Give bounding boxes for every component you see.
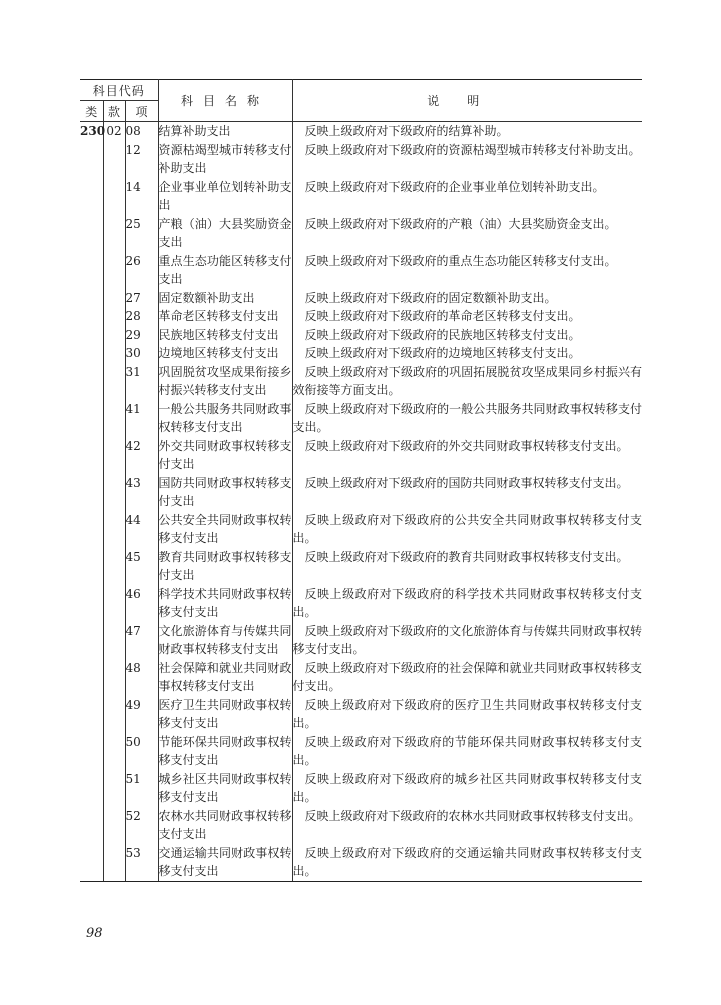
cell-description: 反映上级政府对下级政府的农林水共同财政事权转移支付支出。 bbox=[304, 808, 641, 823]
cell-kuan bbox=[103, 770, 125, 807]
cell-kuan bbox=[103, 659, 125, 696]
table-row bbox=[80, 733, 642, 770]
budget-subject-table bbox=[80, 79, 642, 882]
table-row bbox=[80, 770, 642, 807]
cell-subject-name: 革命老区转移支付支出 bbox=[158, 307, 292, 326]
cell-description: 反映上级政府对下级政府的文化旅游体育与传媒共同财政事权转移支付支出。 bbox=[292, 623, 643, 656]
cell-lei bbox=[80, 344, 103, 363]
cell-kuan bbox=[103, 141, 125, 178]
cell-description: 反映上级政府对下级政府的外交共同财政事权转移支付支出。 bbox=[304, 438, 629, 453]
cell-lei bbox=[80, 363, 103, 400]
cell-subject-name: 文化旅游体育与传媒共同财政事权转移支付支出 bbox=[158, 622, 292, 659]
table-row bbox=[80, 622, 642, 659]
cell-xiang: 14 bbox=[125, 178, 158, 215]
cell-description: 反映上级政府对下级政府的一般公共服务共同财政事权转移支付支出。 bbox=[292, 401, 643, 434]
table-row bbox=[80, 252, 642, 289]
cell-xiang: 31 bbox=[125, 363, 158, 400]
cell-xiang: 49 bbox=[125, 696, 158, 733]
cell-description: 反映上级政府对下级政府的教育共同财政事权转移支付支出。 bbox=[304, 549, 629, 564]
cell-kuan bbox=[103, 344, 125, 363]
table-row bbox=[80, 344, 642, 363]
cell-kuan bbox=[103, 733, 125, 770]
table-header bbox=[80, 80, 642, 122]
table-row bbox=[80, 511, 642, 548]
cell-xiang: 27 bbox=[125, 289, 158, 308]
cell-lei bbox=[80, 659, 103, 696]
table-row bbox=[80, 215, 642, 252]
cell-description: 反映上级政府对下级政府的社会保障和就业共同财政事权转移支付支出。 bbox=[292, 660, 643, 693]
cell-xiang: 50 bbox=[125, 733, 158, 770]
cell-subject-name: 外交共同财政事权转移支付支出 bbox=[158, 437, 292, 474]
cell-description: 反映上级政府对下级政府的资源枯竭型城市转移支付补助支出。 bbox=[304, 142, 641, 157]
cell-xiang: 51 bbox=[125, 770, 158, 807]
cell-subject-name: 重点生态功能区转移支付支出 bbox=[158, 252, 292, 289]
cell-subject-name: 民族地区转移支付支出 bbox=[158, 326, 292, 345]
cell-xiang: 45 bbox=[125, 548, 158, 585]
cell-kuan bbox=[103, 696, 125, 733]
header-subject-name: 科目名称 bbox=[158, 80, 292, 122]
cell-xiang: 53 bbox=[125, 844, 158, 882]
cell-lei bbox=[80, 141, 103, 178]
table-body bbox=[80, 122, 642, 882]
cell-subject-name: 社会保障和就业共同财政事权转移支付支出 bbox=[158, 659, 292, 696]
cell-xiang: 30 bbox=[125, 344, 158, 363]
cell-lei bbox=[80, 696, 103, 733]
cell-subject-name: 教育共同财政事权转移支付支出 bbox=[158, 548, 292, 585]
cell-subject-name: 科学技术共同财政事权转移支付支出 bbox=[158, 585, 292, 622]
table-row bbox=[80, 363, 642, 400]
table-row bbox=[80, 122, 642, 141]
table-row bbox=[80, 326, 642, 345]
table-row bbox=[80, 307, 642, 326]
cell-subject-name: 国防共同财政事权转移支付支出 bbox=[158, 474, 292, 511]
table-row bbox=[80, 844, 642, 882]
cell-lei bbox=[80, 585, 103, 622]
cell-lei bbox=[80, 326, 103, 345]
cell-xiang: 29 bbox=[125, 326, 158, 345]
table-row bbox=[80, 178, 642, 215]
cell-subject-name: 节能环保共同财政事权转移支付支出 bbox=[158, 733, 292, 770]
cell-kuan bbox=[103, 844, 125, 882]
cell-kuan bbox=[103, 307, 125, 326]
table-row bbox=[80, 141, 642, 178]
cell-description: 反映上级政府对下级政府的民族地区转移支付支出。 bbox=[304, 327, 581, 342]
cell-lei bbox=[80, 548, 103, 585]
cell-subject-name: 公共安全共同财政事权转移支付支出 bbox=[158, 511, 292, 548]
cell-xiang: 48 bbox=[125, 659, 158, 696]
cell-lei bbox=[80, 178, 103, 215]
cell-lei bbox=[80, 844, 103, 882]
cell-kuan bbox=[103, 252, 125, 289]
cell-description: 反映上级政府对下级政府的边境地区转移支付支出。 bbox=[304, 346, 581, 360]
cell-lei bbox=[80, 307, 103, 326]
cell-xiang: 12 bbox=[125, 141, 158, 178]
cell-lei bbox=[80, 474, 103, 511]
cell-lei bbox=[80, 400, 103, 437]
table-row bbox=[80, 400, 642, 437]
cell-subject-name: 医疗卫生共同财政事权转移支付支出 bbox=[158, 696, 292, 733]
header-xiang: 项 bbox=[125, 101, 158, 122]
cell-kuan bbox=[103, 400, 125, 437]
page-number: 98 bbox=[86, 926, 103, 941]
cell-subject-name: 边境地区转移支付支出 bbox=[158, 344, 292, 363]
cell-subject-name: 交通运输共同财政事权转移支付支出 bbox=[158, 844, 292, 882]
cell-xiang: 52 bbox=[125, 807, 158, 844]
cell-subject-name: 结算补助支出 bbox=[158, 122, 292, 141]
table-row bbox=[80, 807, 642, 844]
cell-subject-name: 企业事业单位划转补助支出 bbox=[158, 178, 292, 215]
cell-subject-name: 资源枯竭型城市转移支付补助支出 bbox=[158, 141, 292, 178]
cell-description: 反映上级政府对下级政府的企业事业单位划转补助支出。 bbox=[304, 179, 605, 194]
cell-kuan bbox=[103, 474, 125, 511]
cell-lei bbox=[80, 437, 103, 474]
cell-xiang: 42 bbox=[125, 437, 158, 474]
table-row bbox=[80, 548, 642, 585]
cell-lei bbox=[80, 770, 103, 807]
cell-kuan: 02 bbox=[103, 122, 125, 141]
cell-xiang: 44 bbox=[125, 511, 158, 548]
cell-xiang: 43 bbox=[125, 474, 158, 511]
cell-lei bbox=[80, 252, 103, 289]
cell-description: 反映上级政府对下级政府的巩固拓展脱贫攻坚成果同乡村振兴有效衔接等方面支出。 bbox=[292, 364, 643, 397]
cell-description: 反映上级政府对下级政府的产粮（油）大县奖励资金支出。 bbox=[304, 216, 617, 231]
header-lei: 类 bbox=[80, 101, 103, 122]
cell-subject-name: 巩固脱贫攻坚成果衔接乡村振兴转移支付支出 bbox=[158, 363, 292, 400]
cell-lei bbox=[80, 511, 103, 548]
table-row bbox=[80, 585, 642, 622]
cell-subject-name: 一般公共服务共同财政事权转移支付支出 bbox=[158, 400, 292, 437]
cell-subject-name: 固定数额补助支出 bbox=[158, 289, 292, 308]
cell-kuan bbox=[103, 548, 125, 585]
cell-description: 反映上级政府对下级政府的交通运输共同财政事权转移支付支出。 bbox=[292, 844, 642, 882]
cell-lei bbox=[80, 215, 103, 252]
cell-xiang: 46 bbox=[125, 585, 158, 622]
cell-xiang: 08 bbox=[125, 122, 158, 141]
cell-description: 反映上级政府对下级政府的国防共同财政事权转移支付支出。 bbox=[304, 475, 629, 490]
cell-subject-name: 城乡社区共同财政事权转移支付支出 bbox=[158, 770, 292, 807]
cell-description: 反映上级政府对下级政府的城乡社区共同财政事权转移支付支出。 bbox=[292, 771, 643, 804]
header-subject-code: 科目代码 bbox=[80, 80, 158, 101]
cell-xiang: 25 bbox=[125, 215, 158, 252]
cell-xiang: 28 bbox=[125, 307, 158, 326]
cell-xiang: 47 bbox=[125, 622, 158, 659]
table-row bbox=[80, 437, 642, 474]
cell-xiang: 41 bbox=[125, 400, 158, 437]
cell-description: 反映上级政府对下级政府的革命老区转移支付支出。 bbox=[304, 309, 581, 323]
cell-lei bbox=[80, 733, 103, 770]
table-row bbox=[80, 474, 642, 511]
cell-kuan bbox=[103, 511, 125, 548]
cell-description: 反映上级政府对下级政府的医疗卫生共同财政事权转移支付支出。 bbox=[292, 697, 643, 730]
cell-kuan bbox=[103, 622, 125, 659]
cell-kuan bbox=[103, 363, 125, 400]
cell-description: 反映上级政府对下级政府的结算补助。 bbox=[304, 124, 509, 138]
table-row bbox=[80, 696, 642, 733]
cell-kuan bbox=[103, 289, 125, 308]
cell-kuan bbox=[103, 326, 125, 345]
cell-kuan bbox=[103, 437, 125, 474]
cell-lei bbox=[80, 289, 103, 308]
cell-kuan bbox=[103, 215, 125, 252]
cell-xiang: 26 bbox=[125, 252, 158, 289]
table-row bbox=[80, 659, 642, 696]
cell-kuan bbox=[103, 585, 125, 622]
cell-kuan bbox=[103, 807, 125, 844]
cell-description: 反映上级政府对下级政府的节能环保共同财政事权转移支付支出。 bbox=[292, 734, 643, 767]
cell-description: 反映上级政府对下级政府的科学技术共同财政事权转移支付支出。 bbox=[292, 586, 643, 619]
cell-description: 反映上级政府对下级政府的公共安全共同财政事权转移支付支出。 bbox=[292, 512, 643, 545]
header-description: 说明 bbox=[292, 80, 642, 122]
cell-subject-name: 产粮（油）大县奖励资金支出 bbox=[158, 215, 292, 252]
cell-kuan bbox=[103, 178, 125, 215]
cell-description: 反映上级政府对下级政府的固定数额补助支出。 bbox=[304, 290, 557, 305]
cell-description: 反映上级政府对下级政府的重点生态功能区转移支付支出。 bbox=[304, 253, 617, 268]
header-kuan: 款 bbox=[103, 101, 125, 122]
cell-lei bbox=[80, 622, 103, 659]
table-row bbox=[80, 289, 642, 308]
cell-lei bbox=[80, 807, 103, 844]
cell-lei: 230 bbox=[80, 122, 103, 141]
cell-subject-name: 农林水共同财政事权转移支付支出 bbox=[158, 807, 292, 844]
